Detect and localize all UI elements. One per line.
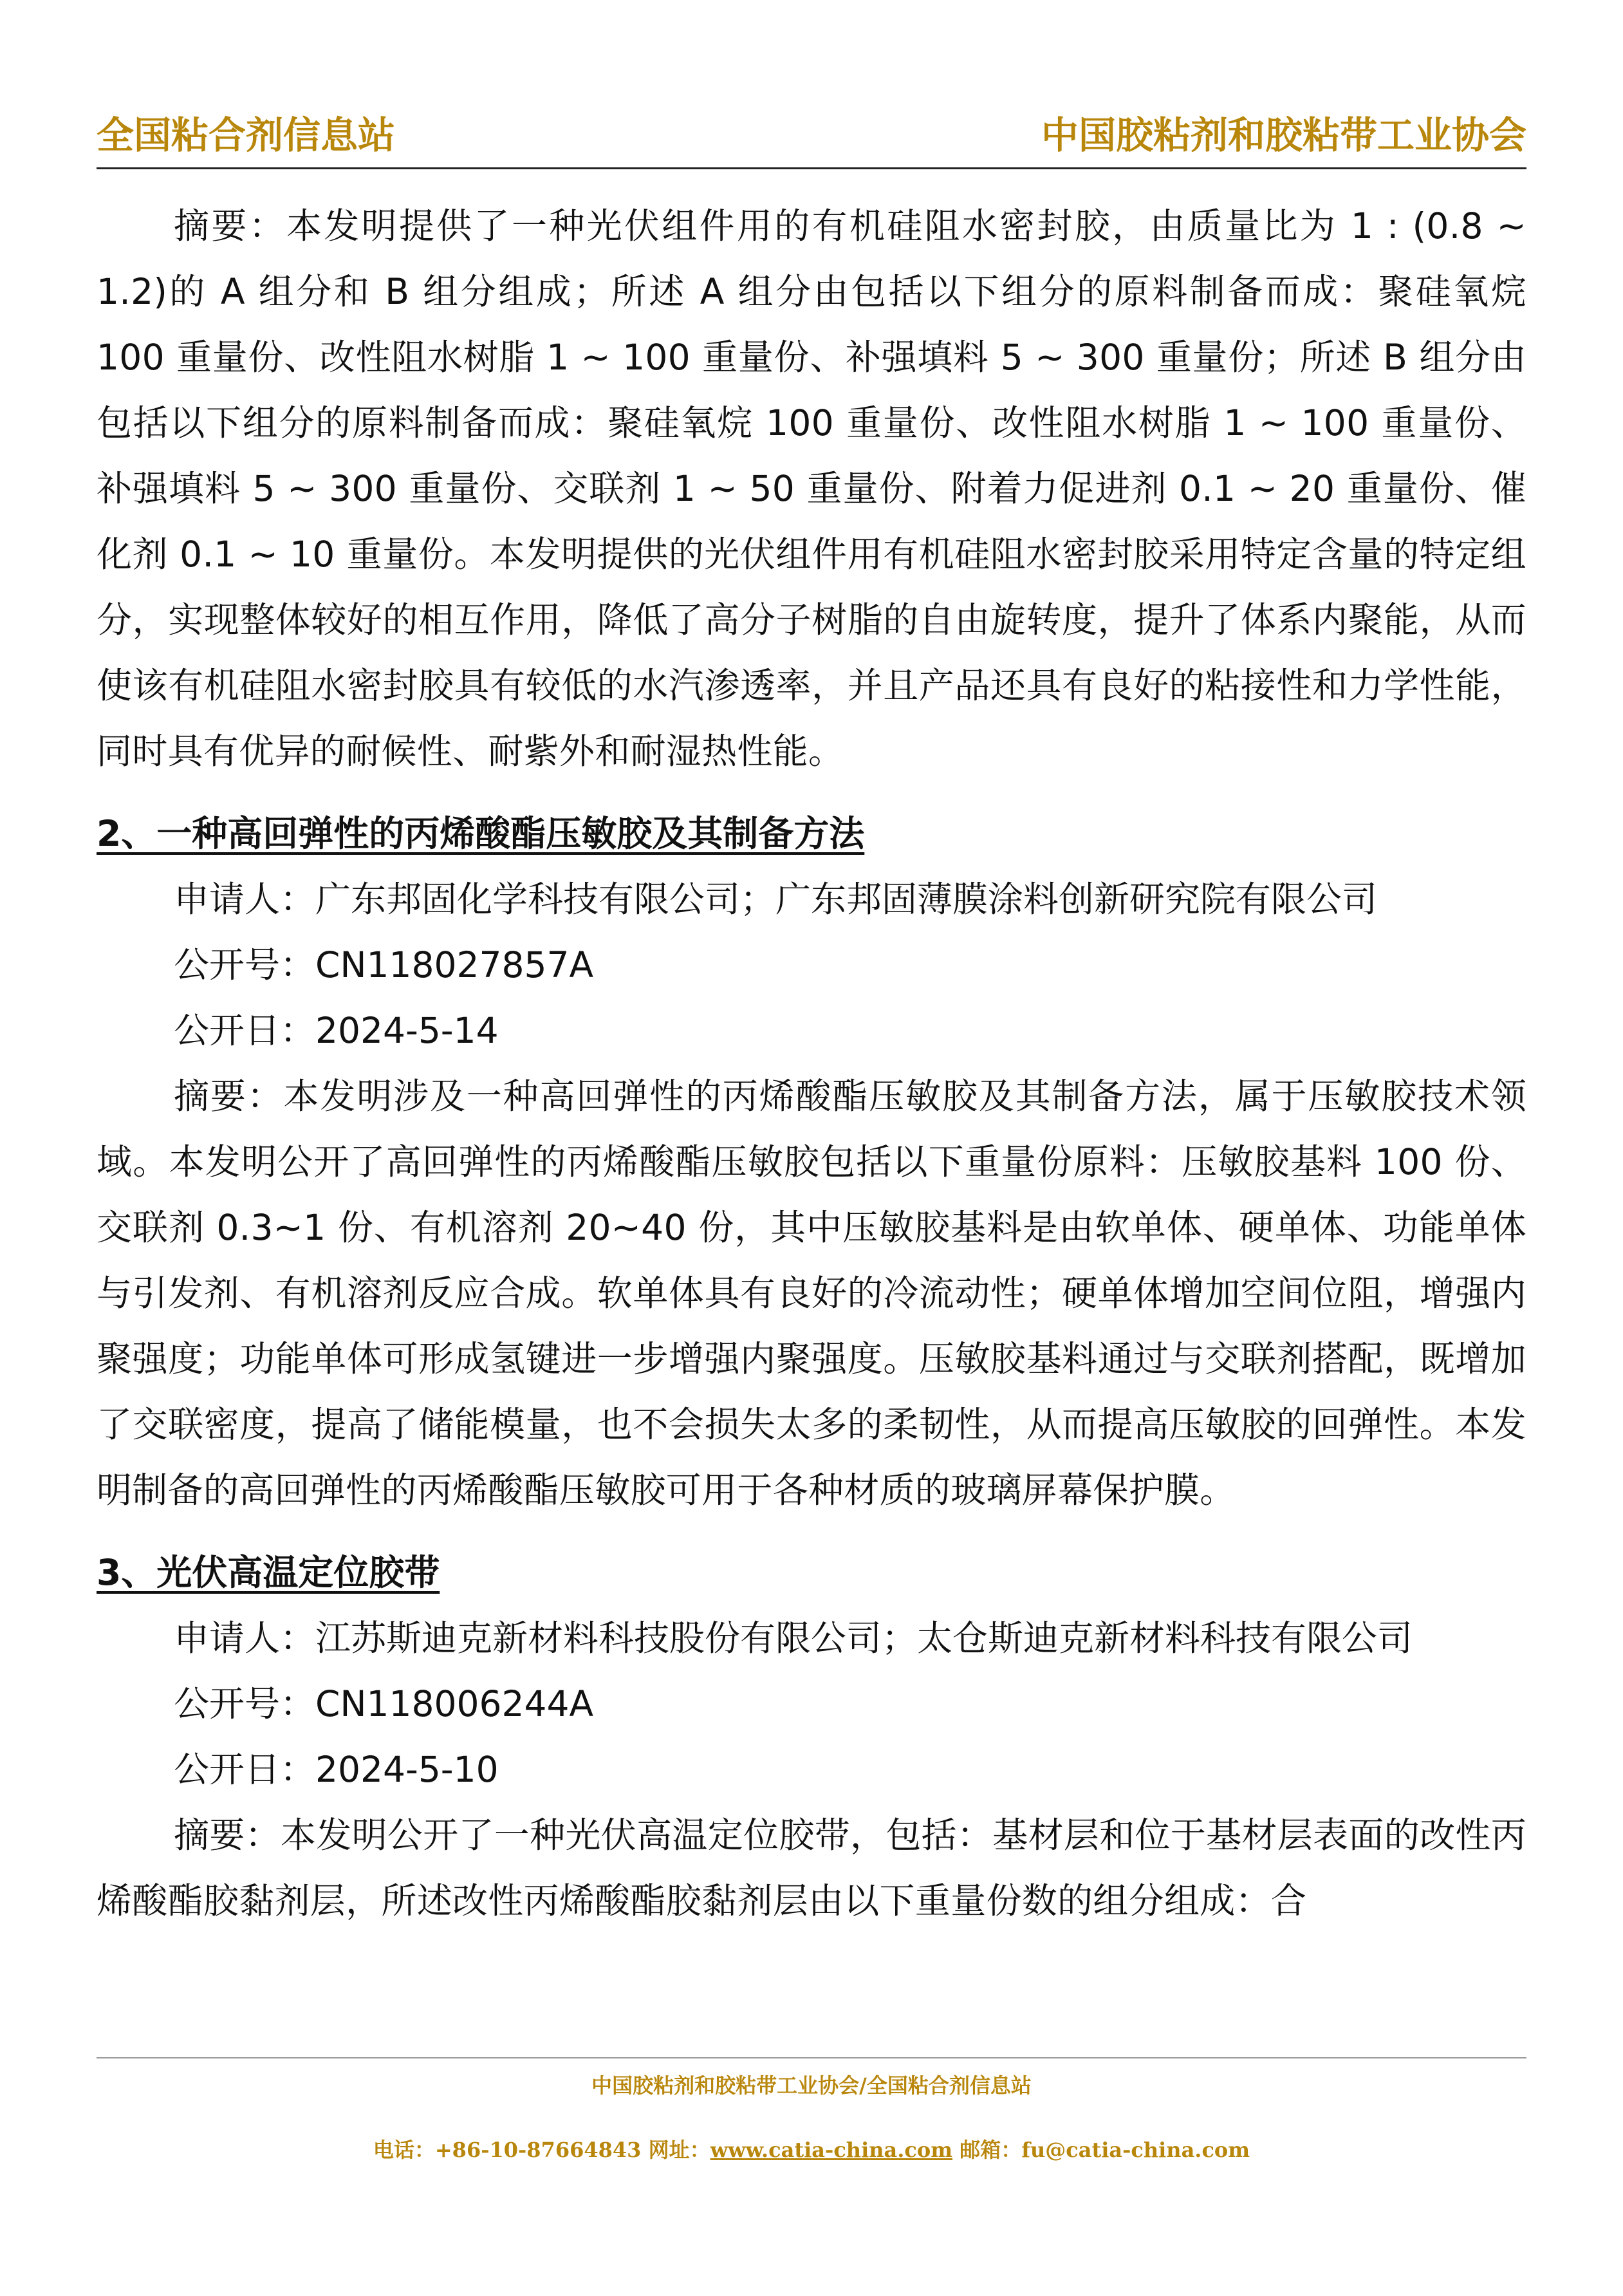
- header-right-title: 中国胶粘剂和胶粘带工业协会: [1041, 113, 1526, 157]
- section3-pub-no: 公开号：CN118006244A: [174, 1683, 594, 1724]
- section2-applicant: 申请人：广东邦固化学科技有限公司；广东邦固薄膜涂料创新研究院有限公司: [174, 879, 1378, 920]
- section3-applicant: 申请人：江苏斯迪克新材料科技股份有限公司；太仓斯迪克新材料科技有限公司: [174, 1618, 1413, 1659]
- section2-pub-date: 公开日：2024-5-14: [174, 1010, 499, 1051]
- section2-abstract: 摘要：本发明涉及一种高回弹性的丙烯酸酯压敏胶及其制备方法，属于压敏胶技术领域。本发明公开了高回弹性的丙烯酸酯压敏胶包括以下重量份原料：压敏胶基料 100 份、交联剂 0.3~1 份、有机溶剂 20~40 份，其中压敏胶基料是由软单体、硬单体、功能单体与引发剂、有机溶剂反应合成。软单体具有良好的冷流动性；硬单体增加空间位阻，增强内聚强度；功能单体可形成氢键进一步增强内聚强度。压敏胶基料通过与交联剂搭配，既增加了交联密度，提高了储能模量，也不会损失太多的柔韧性，从而提高压敏胶的回弹性。本发明制备的高回弹性的丙烯酸酯压敏胶可用于各种材质的玻璃屏幕保护膜。: [97, 1076, 1526, 1511]
- page-header: [97, 109, 1526, 167]
- section2-title: 2、一种高回弹性的丙烯酸酯压敏胶及其制备方法: [97, 813, 865, 854]
- page-content: [97, 193, 1526, 1934]
- footer-email: 邮箱：fu@catia-china.com: [952, 2138, 1250, 2162]
- footer-contact: [97, 2131, 1526, 2169]
- footer-website-link[interactable]: www.catia-china.com: [710, 2138, 953, 2162]
- section3-abstract: 摘要：本发明公开了一种光伏高温定位胶带，包括：基材层和位于基材层表面的改性丙烯酸酯胶黏剂层，所述改性丙烯酸酯胶黏剂层由以下重量份数的组分组成：合: [97, 1815, 1526, 1921]
- footer-phone: 电话：+86-10-87664843 网址：: [373, 2138, 710, 2162]
- section1-abstract: 摘要：本发明提供了一种光伏组件用的有机硅阻水密封胶，由质量比为 1 : (0.8 ~ 1.2)的 A 组分和 B 组分组成；所述 A 组分由包括以下组分的原料制备而成：聚硅氧烷 100 重量份、改性阻水树脂 1 ~ 100 重量份、补强填料 5 ~ 300 重量份；所述 B 组分由包括以下组分的原料制备而成：聚硅氧烷 100 重量份、改性阻水树脂 1 ~ 100 重量份、补强填料 5 ~ 300 重量份、交联剂 1 ~ 50 重量份、附着力促进剂 0.1 ~ 20 重量份、催化剂 0.1 ~ 10 重量份。本发明提供的光伏组件用有机硅阻水密封胶采用特定含量的特定组分，实现整体较好的相互作用，降低了高分子树脂的自由旋转度，提升了体系内聚能，从而使该有机硅阻水密封胶具有较低的水汽渗透率，并且产品还具有良好的粘接性和力学性能，同时具有优异的耐候性、耐紫外和耐湿热性能。: [97, 205, 1526, 772]
- footer-divider: [97, 2057, 1526, 2058]
- footer-organization: 中国胶粘剂和胶粘带工业协会/全国粘合剂信息站: [591, 2073, 1032, 2098]
- header-left-title: 全国粘合剂信息站: [97, 113, 396, 157]
- page-footer: [97, 2066, 1526, 2169]
- section3-title: 3、光伏高温定位胶带: [97, 1552, 440, 1593]
- header-divider: [97, 167, 1526, 169]
- section3-pub-date: 公开日：2024-5-10: [174, 1749, 499, 1790]
- section2-pub-no: 公开号：CN118027857A: [174, 944, 594, 985]
